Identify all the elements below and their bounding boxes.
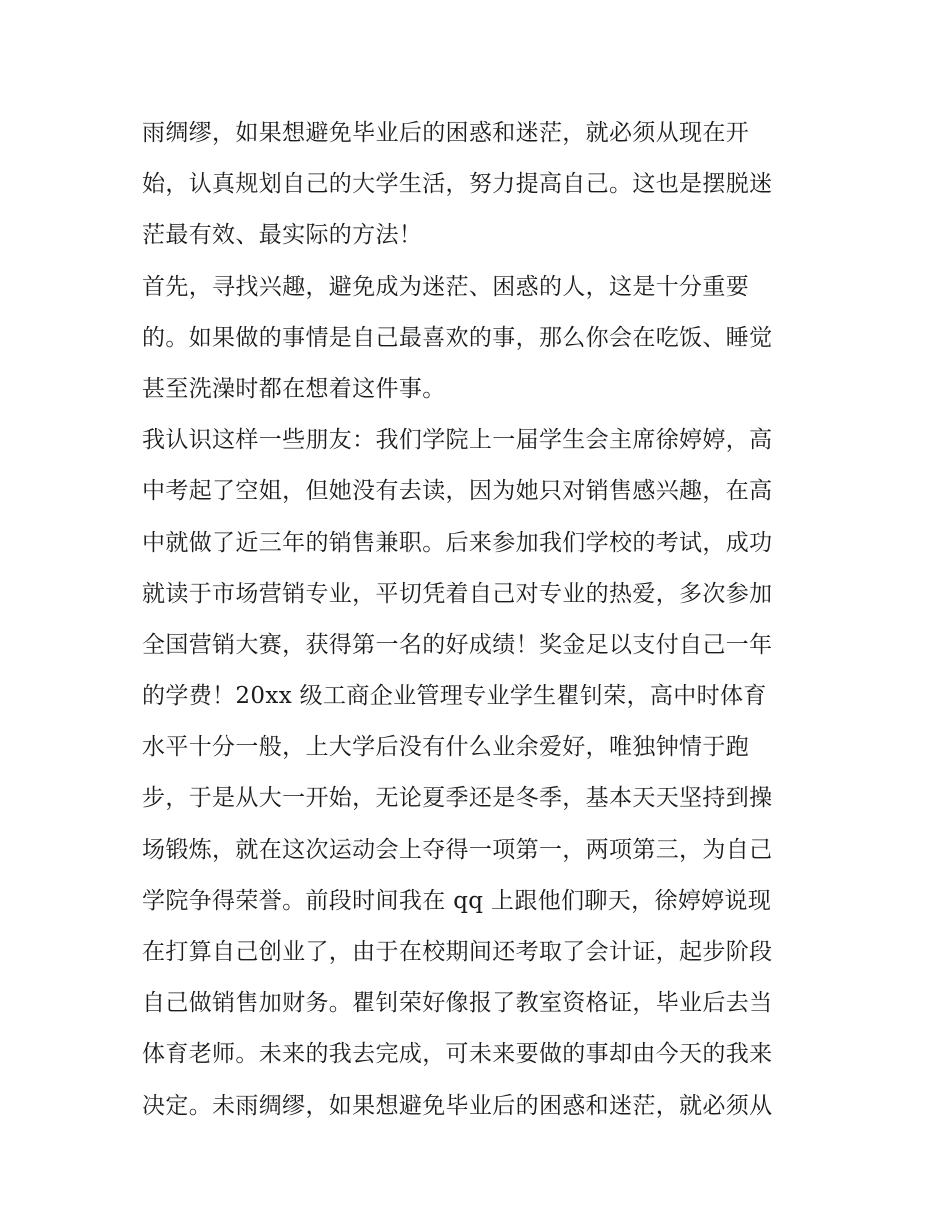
text-line: 自己做销售加财务。瞿钊荣好像报了教室资格证，毕业后去当 [142, 990, 773, 1017]
text-line: 的。如果做的事情是自己最喜欢的事，那么你会在吃饭、睡觉 [142, 324, 773, 351]
text-line: 步，于是从大一开始，无论夏季还是冬季，基本天天坚持到操 [142, 785, 773, 812]
text-line: 雨绸缪，如果想避免毕业后的困惑和迷茫，就必须从现在开 [142, 120, 750, 146]
text-line: 首先，寻找兴趣，避免成为迷茫、困惑的人，这是十分重要 [142, 273, 750, 300]
text-line: 体育老师。未来的我去完成，可未来要做的事却由今天的我来 [142, 1041, 773, 1068]
text-line: 我认识这样一些朋友：我们学院上一届学生会主席徐婷婷，高 [142, 427, 773, 454]
text-line: 决定。未雨绸缪，如果想避免毕业后的困惑和迷茫，就必须从 [142, 1092, 773, 1119]
text-line: 茫最有效、最实际的方法！ [142, 222, 423, 249]
text-line: 就读于市场营销专业，平切凭着自己对专业的热爱，多次参加 [142, 580, 773, 607]
text-line: 水平十分一般，上大学后没有什么业余爱好，唯独钟情于跑 [142, 734, 750, 761]
text-line: 场锻炼，就在这次运动会上夺得一项第一，两项第三，为自己 [142, 836, 773, 863]
text-line: 中考起了空姐，但她没有去读，因为她只对销售感兴趣，在高 [142, 478, 773, 505]
text-line: 学院争得荣誉。前段时间我在 qq 上跟他们聊天，徐婷婷说现 [142, 887, 772, 914]
text-line: 始，认真规划自己的大学生活，努力提高自己。这也是摆脱迷 [142, 171, 773, 198]
text-line: 的学费！20xx 级工商企业管理专业学生瞿钊荣，高中时体育 [142, 683, 767, 710]
text-line: 在打算自己创业了，由于在校期间还考取了会计证，起步阶段 [142, 939, 773, 965]
text-line: 中就做了近三年的销售兼职。后来参加我们学校的考试，成功 [142, 529, 773, 556]
text-line: 甚至洗澡时都在想着这件事。 [142, 375, 446, 402]
document-body [142, 108, 822, 1132]
text-line: 全国营销大赛，获得第一名的好成绩！奖金足以支付自己一年 [142, 631, 773, 658]
